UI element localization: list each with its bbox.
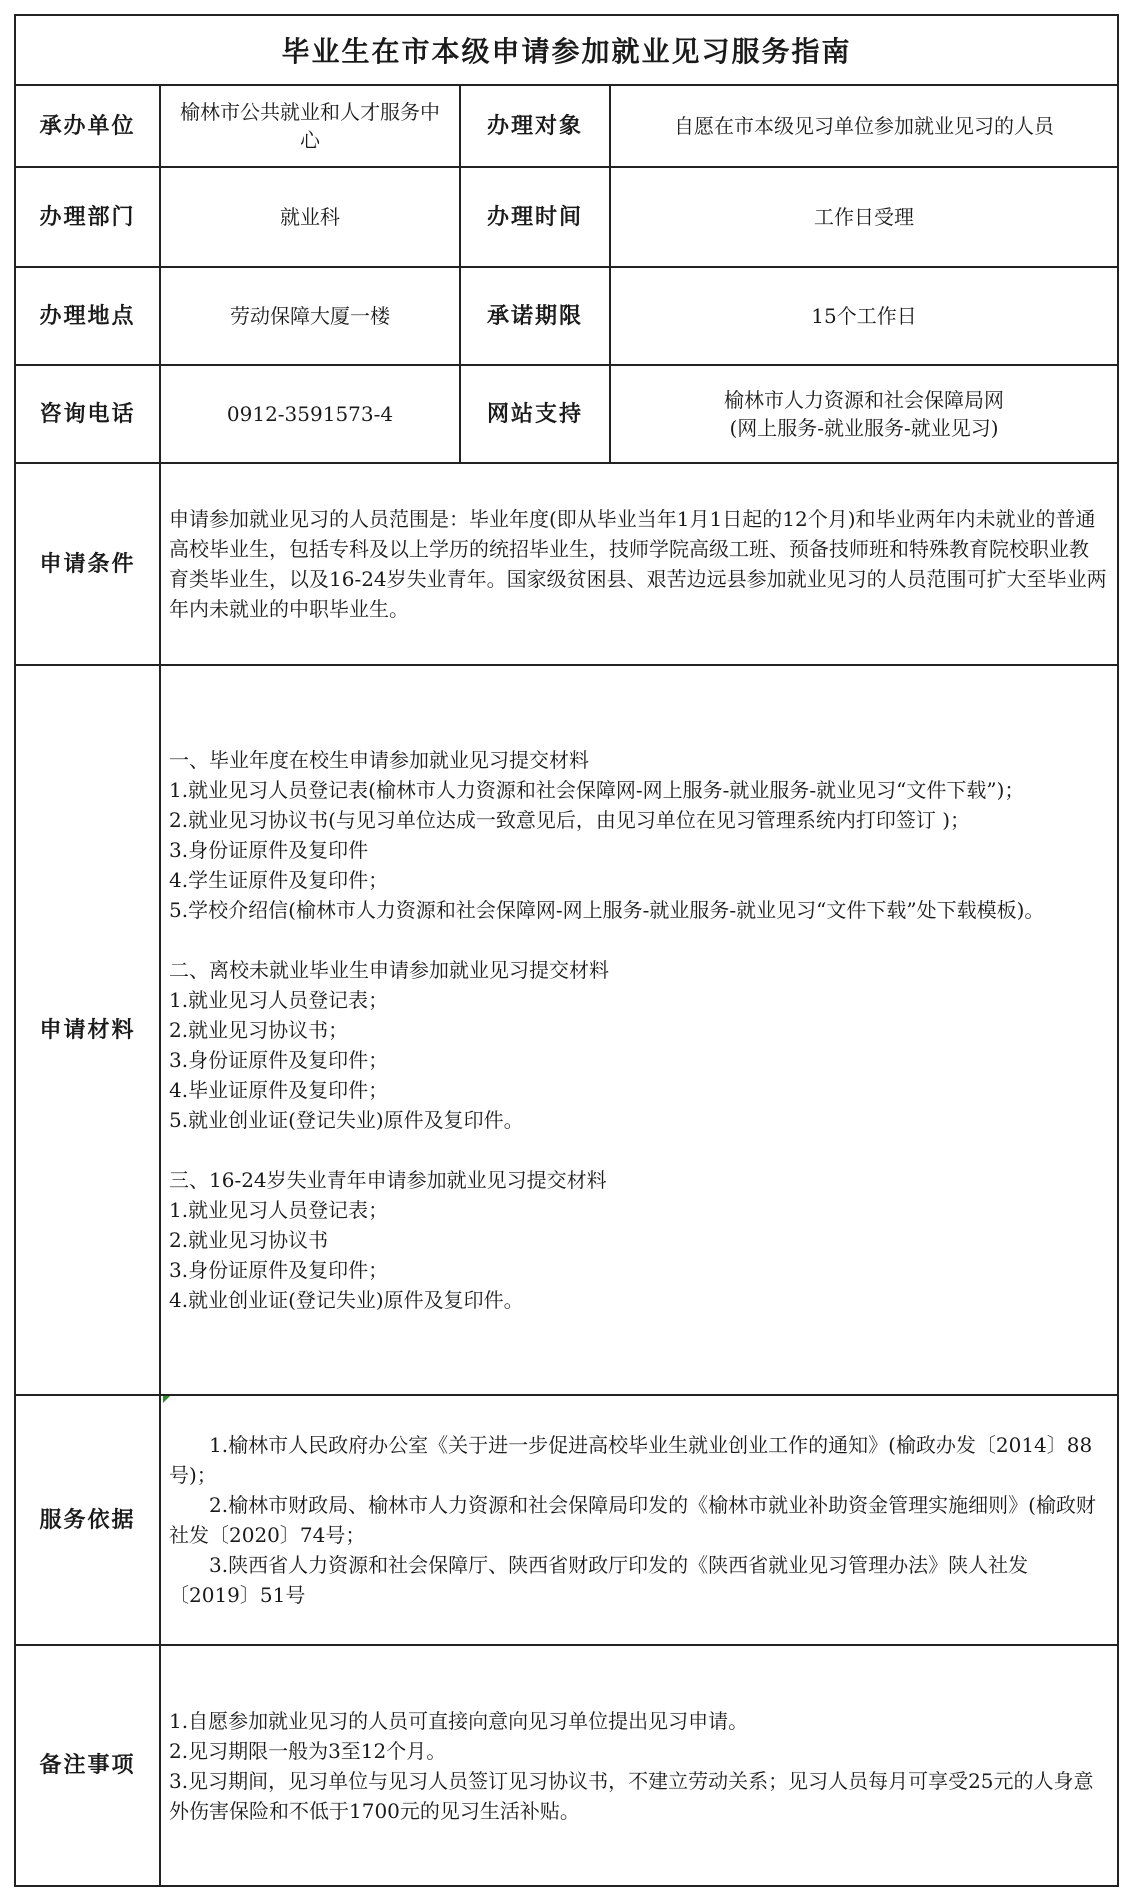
materials-item: 3.身份证原件及复印件；	[169, 1048, 389, 1072]
basis-item: 1.榆林市人民政府办公室《关于进一步促进高校毕业生就业创业工作的通知》(榆政办发〔2014〕88号)；	[169, 1433, 1093, 1487]
info-row-4	[16, 366, 1117, 464]
materials-item: 2.就业见习协议书	[169, 1228, 329, 1252]
info-row-3	[16, 268, 1117, 366]
basis-item: 2.榆林市财政局、榆林市人力资源和社会保障局印发的《榆林市就业补助资金管理实施细则》(榆政财社发〔2020〕74号；	[169, 1493, 1096, 1547]
basis-item: 3.陕西省人力资源和社会保障厅、陕西省财政厅印发的《陕西省就业见习管理办法》陕人社发〔2019〕51号	[169, 1553, 1029, 1607]
materials-group-heading: 一、毕业年度在校生申请参加就业见习提交材料	[169, 748, 589, 772]
materials-list	[169, 745, 1044, 1315]
row-label: 承办单位	[16, 86, 161, 166]
materials-item: 5.学校介绍信(榆林市人力资源和社会保障网-网上服务-就业服务-就业见习“文件下载”处下载模板)。	[169, 898, 1045, 922]
basis-row	[16, 1396, 1117, 1646]
materials-item: 1.就业见习人员登记表；	[169, 988, 389, 1012]
row-label: 办理地点	[16, 268, 161, 364]
row-value: 自愿在市本级见习单位参加就业见习的人员	[674, 114, 1054, 138]
notes-item: 2.见习期限一般为3至12个月。	[169, 1738, 447, 1763]
materials-item: 1.就业见习人员登记表；	[169, 1198, 389, 1222]
row-value	[611, 366, 1117, 462]
basis-label: 服务依据	[16, 1396, 161, 1644]
service-guide-table	[14, 14, 1119, 1887]
materials-item: 3.身份证原件及复印件；	[169, 1258, 389, 1282]
website-line: 榆林市人力资源和社会保障局网	[724, 388, 1004, 412]
row-value: 工作日受理	[814, 205, 914, 229]
info-row-1	[16, 86, 1117, 168]
notes-list	[169, 1706, 1107, 1826]
materials-row	[16, 666, 1117, 1396]
row-label: 办理时间	[461, 168, 611, 266]
notes-item: 3.见习期间，见习单位与见习人员签订见习协议书，不建立劳动关系；见习人员每月可享受25元的人身意外伤害保险和不低于1700元的见习生活补贴。	[169, 1768, 1094, 1823]
conditions-text: 申请参加就业见习的人员范围是：毕业年度(即从毕业当年1月1日起的12个月)和毕业两年内未就业的普通高校毕业生，包括专科及以上学历的统招毕业生，技师学院高级工班、预备技师班和特殊教育院校职业教育类毕业生，以及16-24岁失业青年。国家级贫困县、艰苦边远县参加就业见习的人员范围可扩大至毕业两年内未就业的中职毕业生。	[169, 507, 1107, 621]
materials-item: 4.就业创业证(登记失业)原件及复印件。	[169, 1288, 524, 1312]
materials-item: 2.就业见习协议书(与见习单位达成一致意见后，由见习单位在见习管理系统内打印签订 )；	[169, 808, 971, 832]
info-row-2	[16, 168, 1117, 268]
conditions-label: 申请条件	[16, 464, 161, 664]
row-value: 榆林市公共就业和人才服务中心	[161, 86, 461, 166]
row-label: 咨询电话	[16, 366, 161, 462]
row-label: 办理部门	[16, 168, 161, 266]
conditions-row	[16, 464, 1117, 666]
materials-group-heading: 二、离校未就业毕业生申请参加就业见习提交材料	[169, 958, 609, 982]
materials-item: 3.身份证原件及复印件	[169, 838, 369, 862]
row-label: 承诺期限	[461, 268, 611, 364]
row-label: 办理对象	[461, 86, 611, 166]
materials-group-heading: 三、16-24岁失业青年申请参加就业见习提交材料	[169, 1168, 607, 1192]
page-title: 毕业生在市本级申请参加就业见习服务指南	[16, 16, 1117, 86]
row-value: 15个工作日	[811, 304, 917, 328]
notes-item: 1.自愿参加就业见习的人员可直接向意向见习单位提出见习申请。	[169, 1708, 749, 1733]
notes-label: 备注事项	[16, 1646, 161, 1885]
row-value: 0912-3591573-4	[161, 366, 461, 462]
notes-row	[16, 1646, 1117, 1885]
basis-list	[169, 1430, 1107, 1610]
materials-item: 4.毕业证原件及复印件；	[169, 1078, 389, 1102]
website-line: (网上服务-就业服务-就业见习)	[729, 416, 999, 440]
materials-item: 1.就业见习人员登记表(榆林市人力资源和社会保障网-网上服务-就业服务-就业见习“文件下载”)；	[169, 778, 1025, 802]
materials-item: 4.学生证原件及复印件；	[169, 868, 389, 892]
materials-item: 2.就业见习协议书；	[169, 1018, 349, 1042]
row-value: 就业科	[161, 168, 461, 266]
row-label: 网站支持	[461, 366, 611, 462]
materials-label: 申请材料	[16, 666, 161, 1394]
cell-comment-marker	[163, 1396, 170, 1403]
materials-item: 5.就业创业证(登记失业)原件及复印件。	[169, 1108, 524, 1132]
row-value: 劳动保障大厦一楼	[161, 268, 461, 364]
